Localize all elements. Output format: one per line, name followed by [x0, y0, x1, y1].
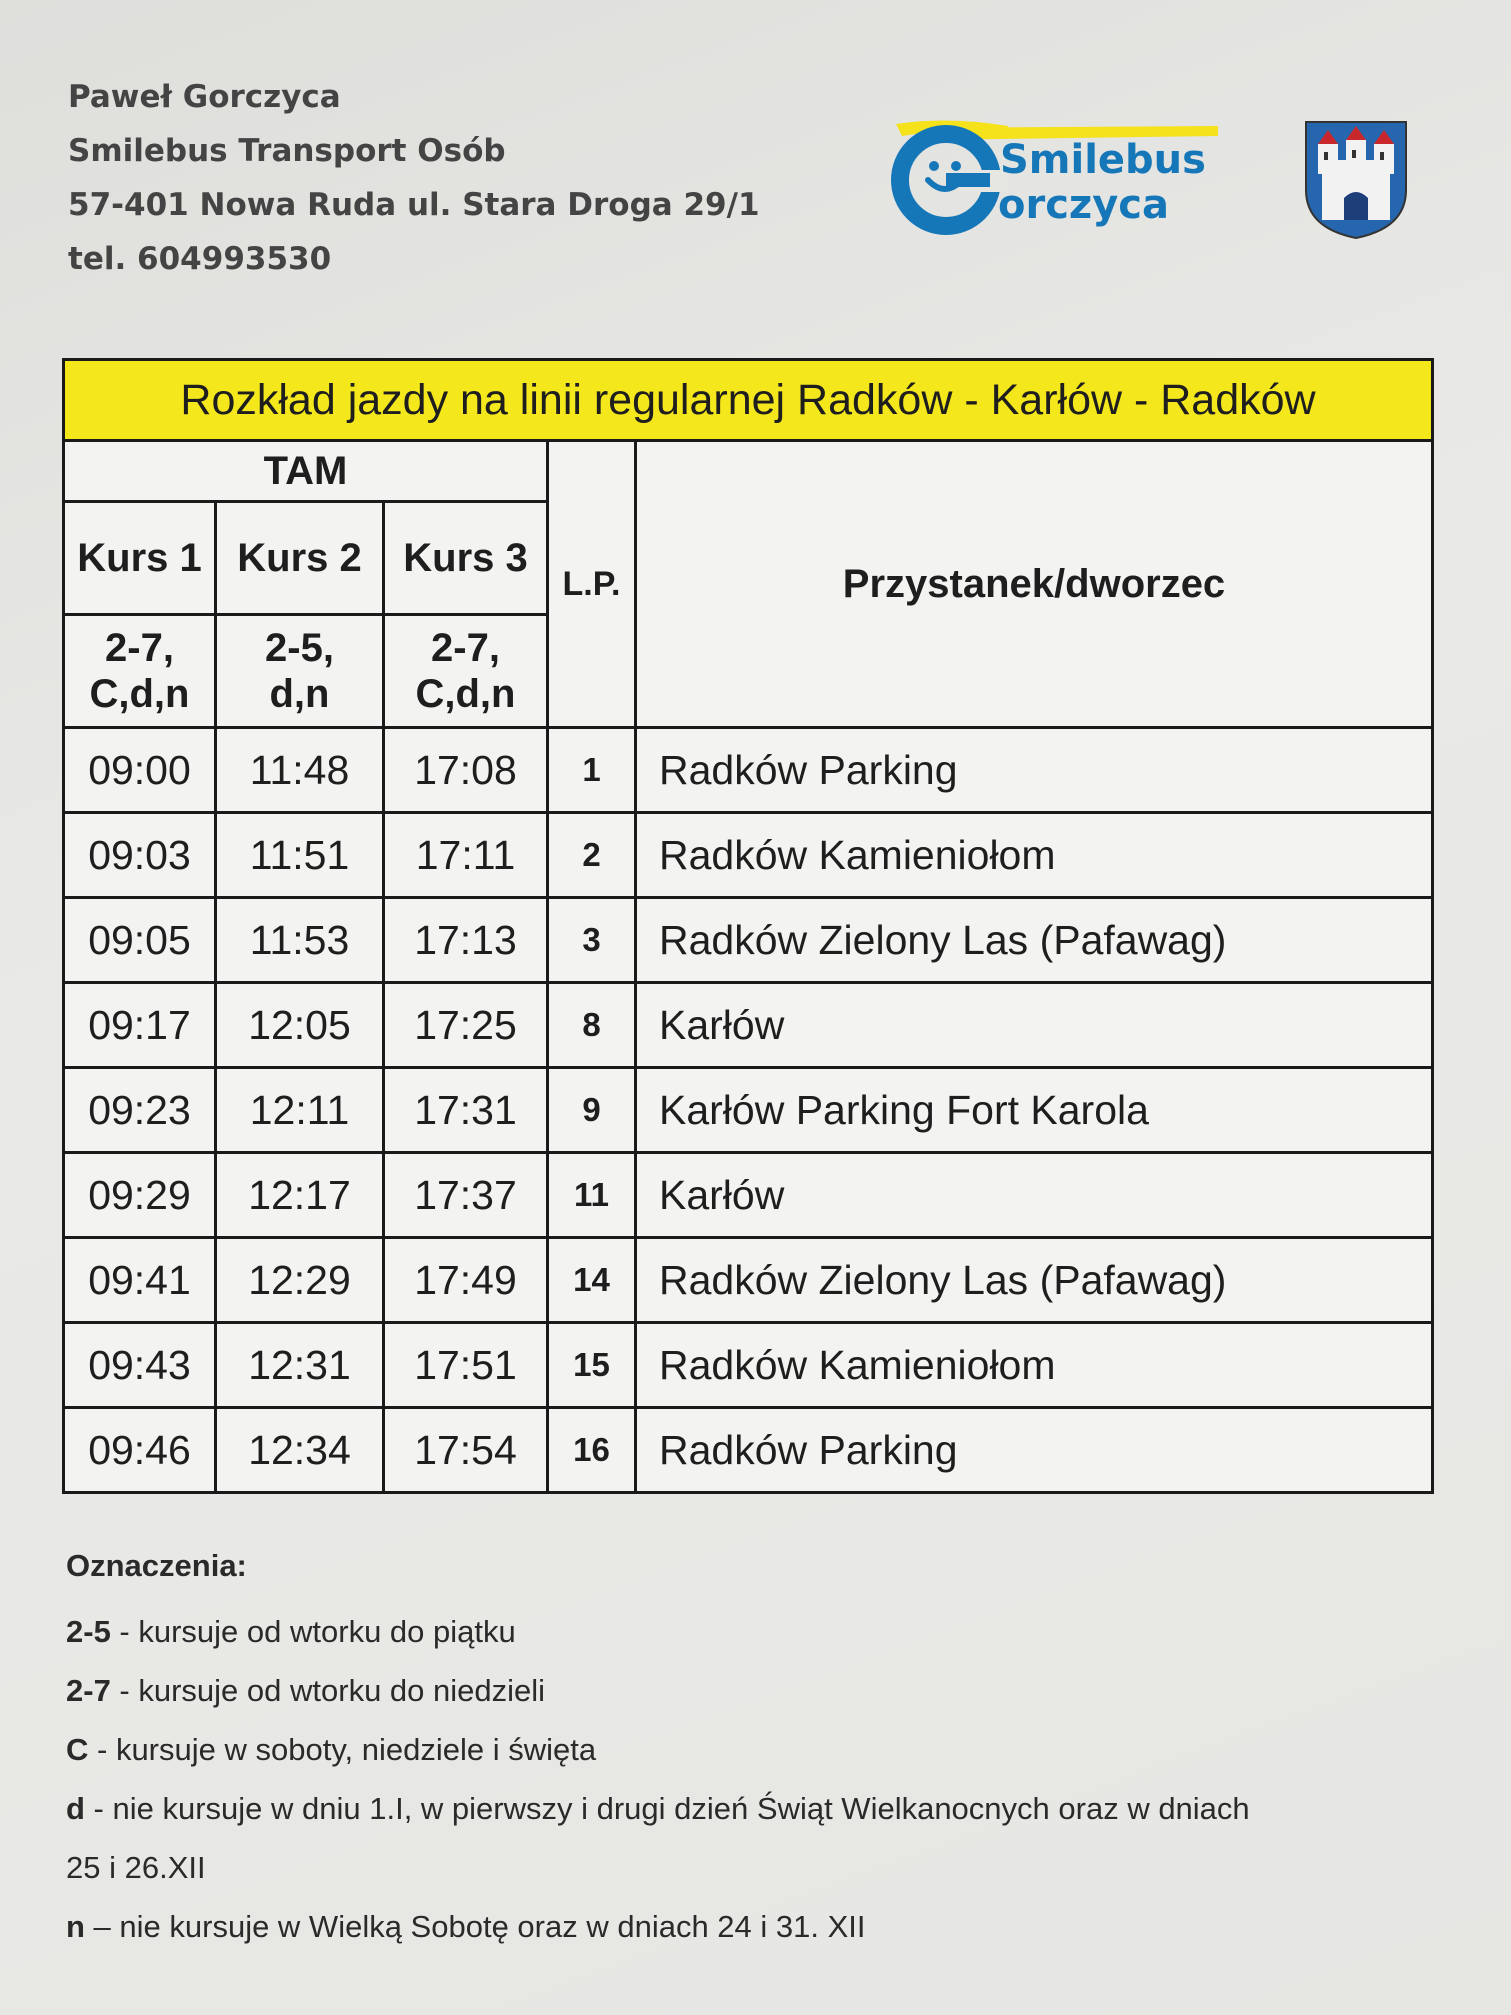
stop-name: Karłów	[636, 983, 1433, 1068]
timetable-title: Rozkład jazdy na linii regularnej Radków - Karłów - Radków	[64, 360, 1433, 441]
stop-number: 8	[548, 983, 636, 1068]
departure-time: 12:29	[216, 1238, 384, 1323]
departure-time: 17:25	[384, 983, 548, 1068]
city-crest-icon	[1304, 120, 1408, 240]
table-row	[64, 898, 1433, 983]
table-row	[64, 983, 1433, 1068]
departure-time: 17:51	[384, 1323, 548, 1408]
table-row	[64, 1068, 1433, 1153]
stop-name: Karłów	[636, 1153, 1433, 1238]
stop-number: 3	[548, 898, 636, 983]
departure-time: 11:48	[216, 728, 384, 813]
legend	[66, 1548, 1446, 1956]
stop-number: 1	[548, 728, 636, 813]
departure-time: 12:17	[216, 1153, 384, 1238]
sender-name: Paweł Gorczyca	[68, 79, 341, 115]
departure-time: 11:53	[216, 898, 384, 983]
stop-name: Radków Parking	[636, 728, 1433, 813]
city-crest	[1304, 120, 1408, 240]
course-header: Kurs 3	[384, 502, 548, 615]
course-days: 2-5, d,n	[216, 615, 384, 728]
legend-item: 2-7 - kursuje od wtorku do niedzieli	[66, 1673, 546, 1708]
course-days: 2-7, C,d,n	[64, 615, 216, 728]
departure-time: 09:00	[64, 728, 216, 813]
sender-street: 57-401 Nowa Ruda ul. Stara Droga 29/1	[68, 187, 760, 223]
departure-time: 12:11	[216, 1068, 384, 1153]
timetable	[62, 358, 1434, 1494]
departure-time: 17:54	[384, 1408, 548, 1493]
legend-title: Oznaczenia:	[66, 1548, 247, 1583]
departure-time: 17:08	[384, 728, 548, 813]
stop-number: 11	[548, 1153, 636, 1238]
table-row	[64, 1238, 1433, 1323]
course-header: Kurs 2	[216, 502, 384, 615]
departure-time: 17:31	[384, 1068, 548, 1153]
stop-name: Radków Kamieniołom	[636, 813, 1433, 898]
departure-time: 11:51	[216, 813, 384, 898]
departure-time: 09:46	[64, 1408, 216, 1493]
departure-time: 17:49	[384, 1238, 548, 1323]
departure-time: 17:11	[384, 813, 548, 898]
lp-header: L.P.	[548, 441, 636, 728]
departure-time: 12:34	[216, 1408, 384, 1493]
stop-name: Radków Kamieniołom	[636, 1323, 1433, 1408]
departure-time: 09:23	[64, 1068, 216, 1153]
stop-number: 9	[548, 1068, 636, 1153]
stop-number: 2	[548, 813, 636, 898]
logo-text-smilebus: Smilebus	[1000, 137, 1206, 183]
departure-time: 17:13	[384, 898, 548, 983]
legend-item: 25 i 26.XII	[66, 1850, 206, 1885]
stop-number: 16	[548, 1408, 636, 1493]
smilebus-logo-icon	[888, 118, 1230, 236]
legend-item: d - nie kursuje w dniu 1.I, w pierwszy i drugi dzień Świąt Wielkanocnych oraz w dniach	[66, 1791, 1250, 1826]
legend-item: n – nie kursuje w Wielką Sobotę oraz w dniach 24 i 31. XII	[66, 1909, 866, 1944]
departure-time: 17:37	[384, 1153, 548, 1238]
stop-name: Radków Zielony Las (Pafawag)	[636, 898, 1433, 983]
table-row	[64, 1408, 1433, 1493]
departure-time: 12:05	[216, 983, 384, 1068]
stop-name: Karłów Parking Fort Karola	[636, 1068, 1433, 1153]
departure-time: 09:41	[64, 1238, 216, 1323]
departure-time: 09:29	[64, 1153, 216, 1238]
table-row	[64, 1323, 1433, 1408]
table-row	[64, 728, 1433, 813]
departure-time: 09:43	[64, 1323, 216, 1408]
stop-number: 14	[548, 1238, 636, 1323]
departure-time: 09:03	[64, 813, 216, 898]
departure-time: 09:05	[64, 898, 216, 983]
stop-name: Radków Zielony Las (Pafawag)	[636, 1238, 1433, 1323]
departure-time: 09:17	[64, 983, 216, 1068]
direction-header: TAM	[64, 441, 548, 502]
smilebus-logo	[888, 118, 1230, 236]
sender-phone: tel. 604993530	[68, 241, 332, 277]
course-days: 2-7, C,d,n	[384, 615, 548, 728]
legend-item: C - kursuje w soboty, niedziele i święta	[66, 1732, 597, 1767]
logo-text-gorczyca: orczyca	[998, 182, 1169, 228]
sender-company: Smilebus Transport Osób	[68, 133, 506, 169]
departure-time: 12:31	[216, 1323, 384, 1408]
table-row	[64, 813, 1433, 898]
stop-name: Radków Parking	[636, 1408, 1433, 1493]
table-row	[64, 1153, 1433, 1238]
sender-address	[68, 70, 760, 286]
legend-item: 2-5 - kursuje od wtorku do piątku	[66, 1614, 516, 1649]
course-header: Kurs 1	[64, 502, 216, 615]
stop-number: 15	[548, 1323, 636, 1408]
stop-header: Przystanek/dworzec	[636, 441, 1433, 728]
